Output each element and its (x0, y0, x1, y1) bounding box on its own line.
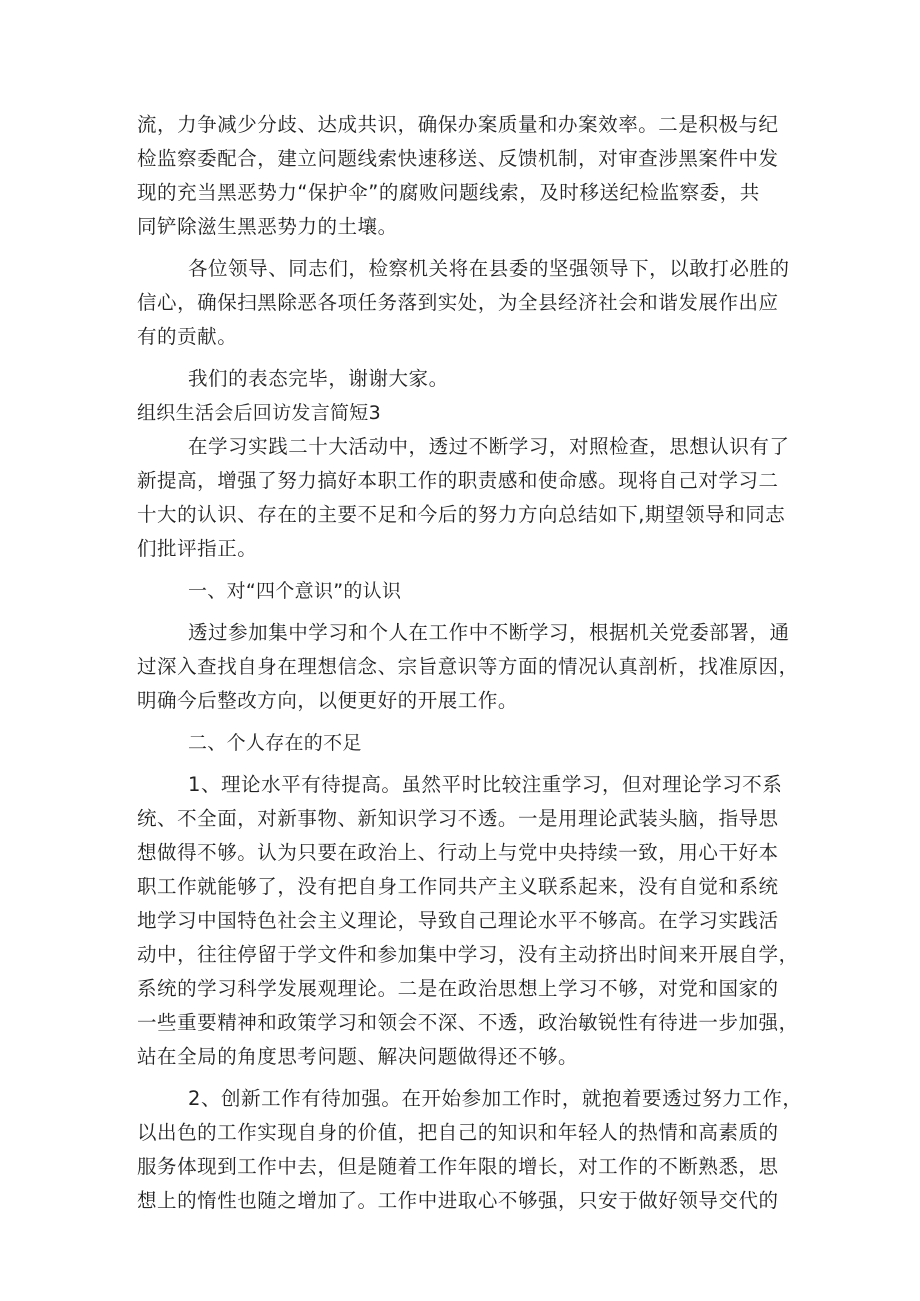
text-line: 透过参加集中学习和个人在工作中不断学习，根据机关党委部署，通 (188, 621, 790, 644)
text-line: 流，力争减少分歧、达成共识，确保办案质量和办案效率。二是积极与纪 (137, 113, 779, 136)
text-line: 服务体现到工作中去，但是随着工作年限的增长，对工作的不断熟悉，思 (137, 1155, 779, 1178)
document-title: 组织生活会后回访发言简短3 (137, 402, 381, 424)
section-title (137, 396, 797, 430)
text-line: 我们的表态完毕，谢谢大家。 (188, 367, 449, 390)
document-page (137, 108, 803, 1218)
text-line: 站在全局的角度思考问题、解决问题做得还不够。 (137, 1045, 579, 1068)
text-line: 以出色的工作实现自身的价值，把自己的知识和年轻人的热情和高素质的 (137, 1121, 779, 1144)
text-line: 过深入查找自身在理想信念、宗旨意识等方面的情况认真剖析，找准原因， (137, 655, 799, 678)
text-line: 地学习中国特色社会主义理论，导致自己理论水平不够高。在学习实践活 (137, 909, 779, 932)
heading-text: 一、对“四个意识”的认识 (188, 580, 402, 602)
paragraph (137, 768, 797, 1074)
text-line: 一些重要精神和政策学习和领会不深、不透，政治敏锐性有待进一步加强， (137, 1011, 799, 1034)
text-line: 各位领导、同志们，检察机关将在县委的坚强领导下，以敢打必胜的 (188, 257, 790, 280)
text-line: 统、不全面，对新事物、新知识学习不透。一是用理论武装头脑，指导思 (137, 807, 779, 830)
text-line: 1、理论水平有待提高。虽然平时比较注重学习，但对理论学习不系 (188, 773, 783, 796)
paragraph-continuation (137, 108, 797, 244)
text-line: 有的贡献。 (137, 325, 238, 348)
text-line: 信心，确保扫黑除恶各项任务落到实处，为全县经济社会和谐发展作出应 (137, 291, 779, 314)
text-line: 新提高，增强了努力搞好本职工作的职责感和使命感。现将自己对学习二 (137, 469, 779, 492)
paragraph (137, 252, 797, 354)
text-line: 现的充当黑恶势力“保护伞”的腐败问题线索，及时移送纪检监察委，共 (137, 181, 760, 204)
section-heading (137, 574, 797, 608)
section-heading (137, 726, 797, 760)
text-line: 想做得不够。认为只要在政治上、行动上与党中央持续一致，用心干好本 (137, 841, 779, 864)
text-line: 想上的惰性也随之增加了。工作中进取心不够强，只安于做好领导交代的 (137, 1189, 779, 1212)
text-line: 检监察委配合，建立问题线索快速移送、反馈机制，对审查涉黑案件中发 (137, 147, 779, 170)
text-line: 职工作就能够了，没有把自身工作同共产主义联系起来，没有自觉和系统 (137, 875, 779, 898)
text-line: 系统的学习科学发展观理论。二是在政治思想上学习不够，对党和国家的 (137, 977, 779, 1000)
text-line: 动中，往往停留于学文件和参加集中学习，没有主动挤出时间来开展自学， (137, 943, 799, 966)
text-line: 十大的认识、存在的主要不足和今后的努力方向总结如下,期望领导和同志 (137, 503, 786, 526)
heading-text: 二、个人存在的不足 (188, 732, 362, 754)
text-line: 2、创新工作有待加强。在开始参加工作时，就抱着要透过努力工作， (188, 1087, 803, 1110)
text-line: 在学习实践二十大活动中，透过不断学习，对照检查，思想认识有了 (188, 435, 790, 458)
text-line: 同铲除滋生黑恶势力的土壤。 (137, 215, 398, 238)
text-line: 明确今后整改方向，以便更好的开展工作。 (137, 689, 518, 712)
paragraph (137, 362, 797, 396)
text-line: 们批评指正。 (137, 537, 258, 560)
paragraph (137, 616, 797, 718)
paragraph (137, 1082, 803, 1218)
paragraph (137, 430, 797, 566)
